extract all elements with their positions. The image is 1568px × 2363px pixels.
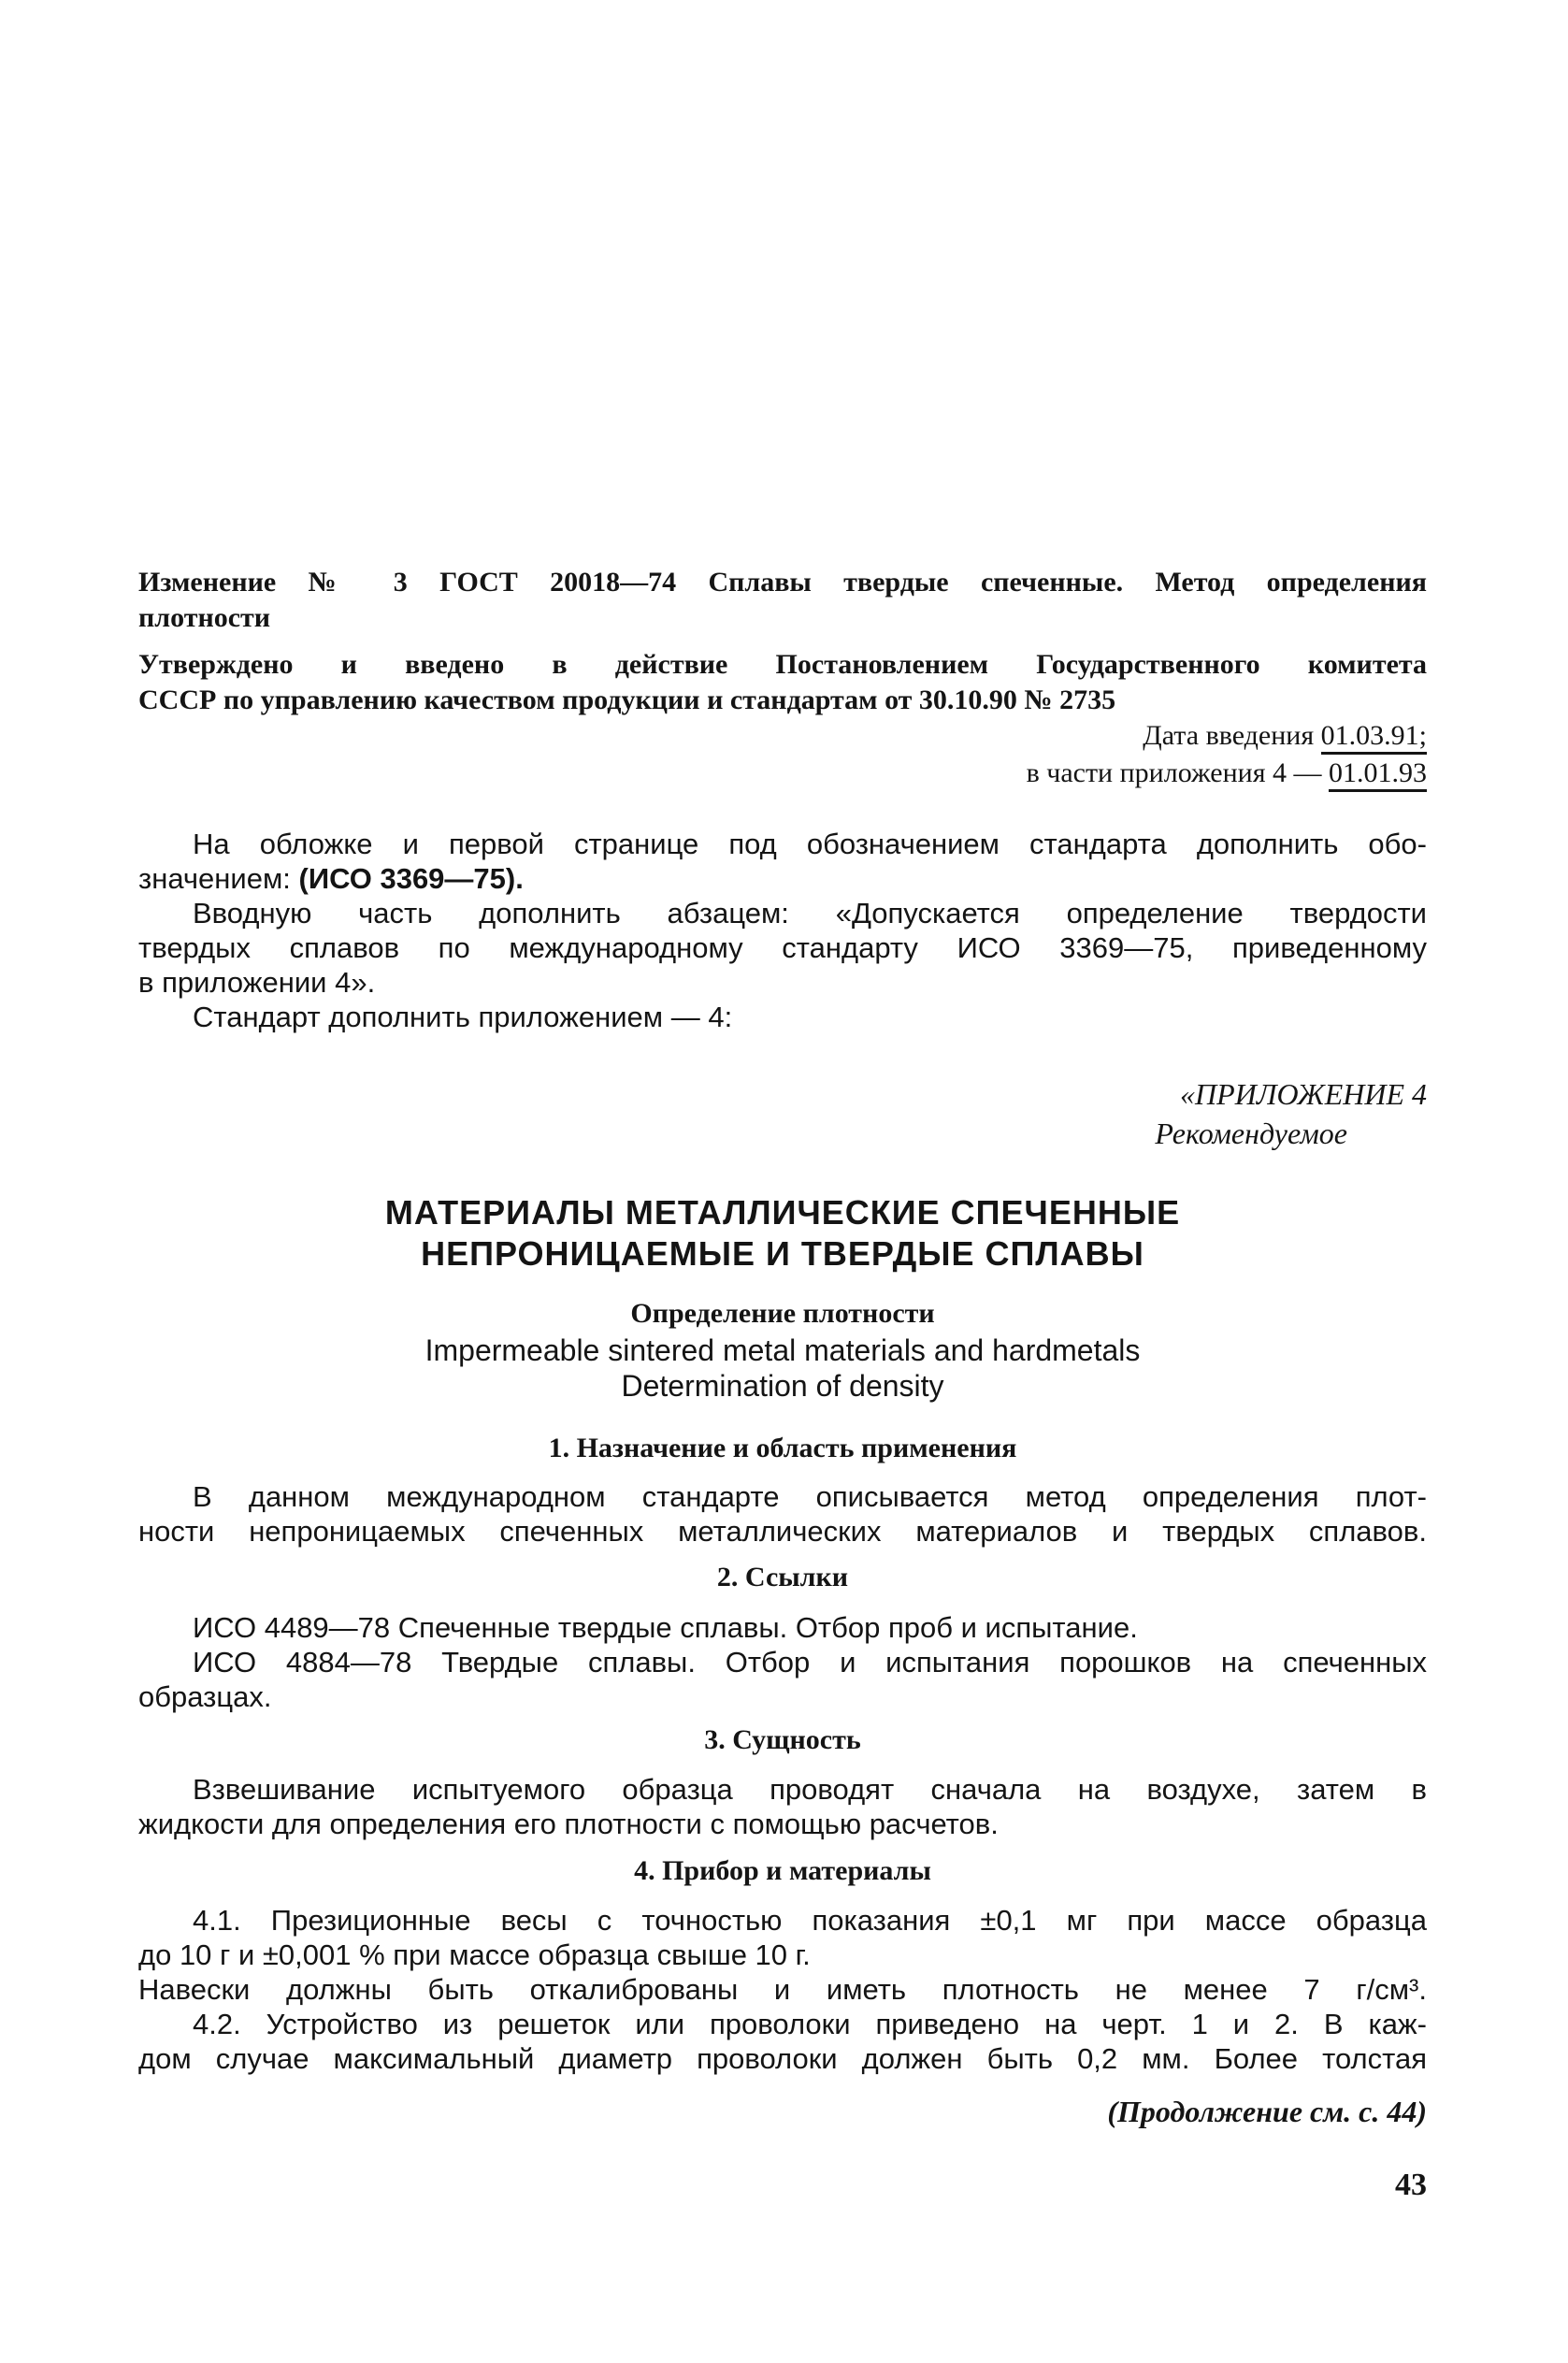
- section-4-heading: 4. Прибор и материалы: [634, 1855, 931, 1886]
- english-title: Impermeable sintered metal materials and hardmetals Determination of density: [424, 1333, 1141, 1403]
- amendment-paragraph-3: Стандарт дополнить приложением — 4:: [193, 1001, 733, 1033]
- section-2-text: ИСО 4489—78 Спеченные твердые сплавы. Отбор проб и испытание. ИСО 4884—78 Твердые сплавы. Отбор и испытания порошков на спеченных образцах.: [138, 1611, 1427, 1713]
- document-page: [138, 0, 1427, 2363]
- section-3-heading: 3. Сущность: [704, 1724, 861, 1755]
- continued-note: (Продолжение см. с. 44): [1107, 2095, 1427, 2128]
- section-1-text: В данном международном стандарте описывается метод определения плот- ности непроницаемых спеченных металлических материалов и твердых сплавов.: [138, 1480, 1427, 1548]
- section-3-text: Взвешивание испытуемого образца проводят сначала на воздухе, затем в жидкости для определения его плотности с помощью расчетов.: [138, 1773, 1427, 1840]
- appendix-title: МАТЕРИАЛЫ МЕТАЛЛИЧЕСКИЕ СПЕЧЕННЫЕ НЕПРОНИЦАЕМЫЕ И ТВЕРДЫЕ СПЛАВЫ: [384, 1193, 1181, 1273]
- amendment-paragraph-2: Вводную часть дополнить абзацем: «Допускается определение твердости твердых сплавов по международному стандарту ИСО 3369—75, приведенному в приложении 4».: [138, 897, 1427, 999]
- page-number: 43: [1395, 2168, 1427, 2202]
- section-4-2-text: 4.2. Устройство из решеток или проволоки приведено на черт. 1 и 2. В каж- дом случае максимальный диаметр проволоки должен быть 0,2 мм. Более толстая: [138, 2008, 1427, 2075]
- appendix-subtitle: Определение плотности: [630, 1298, 935, 1329]
- appendix-status: Рекомендуемое: [1155, 1117, 1347, 1150]
- amendment-paragraph-1: На обложке и первой странице под обозначением стандарта дополнить обо- значением: (ИСО 3369—75).: [138, 828, 1427, 895]
- appendix-label: «ПРИЛОЖЕНИЕ 4: [1180, 1077, 1427, 1111]
- section-4-1-text: 4.1. Презиционные весы с точностью показания ±0,1 мг при массе образца до 10 г и ±0,001 % при массе образца свыше 10 г. Навески должны быть откалиброваны и иметь плотность не менее 7 г/см³.: [138, 1904, 1427, 2006]
- appendix-date: в части приложения 4 — 01.01.93: [138, 756, 1427, 791]
- intro-date: Дата введения 01.03.91;: [138, 718, 1427, 754]
- approval-statement: Утверждено и введено в действие Постановлением Государственного комитета СССР по управлению качеством продукции и стандартам от 30.10.90 № 2735: [138, 649, 1427, 715]
- section-2-heading: 2. Ссылки: [716, 1562, 849, 1592]
- amendment-title: Изменение № 3 ГОСТ 20018—74 Сплавы твердые спеченные. Метод определения плотности: [138, 567, 1427, 633]
- section-1-heading: 1. Назначение и область применения: [548, 1433, 1017, 1463]
